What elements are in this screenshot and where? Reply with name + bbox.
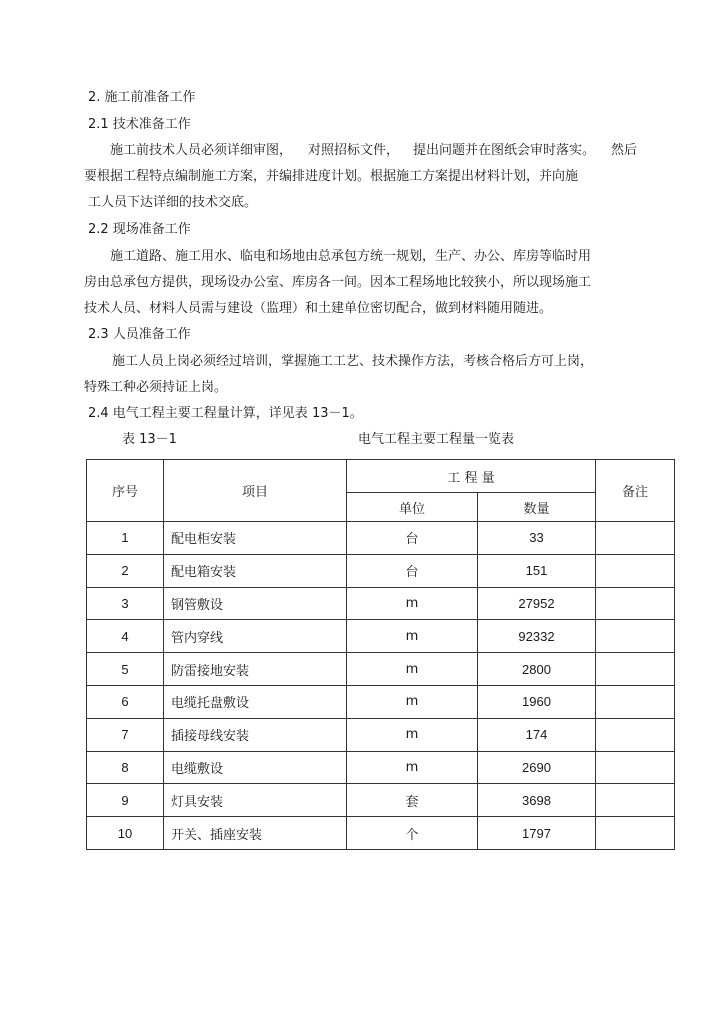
row-item: 防雷接地安装 <box>164 653 347 686</box>
subsection-2-1-heading: 2.1 技术准备工作 <box>88 117 191 132</box>
section-heading: 2. 施工前准备工作 <box>88 90 196 105</box>
table-row <box>87 620 675 653</box>
row-unit: 套 <box>347 784 478 817</box>
paragraph-2-1-segment-c: 提出问题并在图纸会审时落实。 <box>413 143 596 158</box>
row-remark <box>596 653 675 686</box>
row-remark <box>596 685 675 718</box>
quantity-table <box>86 459 675 850</box>
row-seq: 2 <box>87 554 164 587</box>
paragraph-2-1-line-1 <box>110 143 637 159</box>
row-item: 电缆敷设 <box>164 751 347 784</box>
row-unit: m <box>347 685 478 718</box>
paragraph-2-1-segment-d: 然后 <box>611 143 638 158</box>
row-seq: 4 <box>87 620 164 653</box>
row-amount: 33 <box>478 522 596 555</box>
row-item: 灯具安装 <box>164 784 347 817</box>
row-seq: 9 <box>87 784 164 817</box>
paragraph-2-3-line-1: 施工人员上岗必须经过培训，掌握施工工艺、技术操作方法，考核合格后方可上岗， <box>112 354 594 369</box>
paragraph-2-1-line-2: 要根据工程特点编制施工方案，并编排进度计划。根据施工方案提出材料计划，并向施 <box>84 169 579 184</box>
subsection-2-2-heading: 2.2 现场准备工作 <box>88 222 191 237</box>
paragraph-2-2-line-2: 房由总承包方提供，现场设办公室、库房各一间。因本工程场地比较狭小，所以现场施工 <box>84 275 592 290</box>
subsection-2-3-heading: 2.3 人员准备工作 <box>88 327 191 342</box>
row-remark <box>596 554 675 587</box>
row-amount: 1960 <box>478 685 596 718</box>
row-amount: 151 <box>478 554 596 587</box>
row-seq: 1 <box>87 522 164 555</box>
header-quantity-group: 工 程 量 <box>347 460 596 493</box>
row-item: 管内穿线 <box>164 620 347 653</box>
row-item: 电缆托盘敷设 <box>164 685 347 718</box>
row-item: 插接母线安装 <box>164 718 347 751</box>
paragraph-2-1-segment-a: 施工前技术人员必须详细审图， <box>110 143 293 158</box>
table-row <box>87 718 675 751</box>
row-unit: m <box>347 718 478 751</box>
row-unit: m <box>347 751 478 784</box>
row-seq: 5 <box>87 653 164 686</box>
row-remark <box>596 620 675 653</box>
row-remark <box>596 522 675 555</box>
subsection-2-4-heading: 2.4 电气工程主要工程量计算，详见表 13－1。 <box>88 406 363 421</box>
paragraph-2-2-line-1: 施工道路、施工用水、临电和场地由总承包方统一规划，生产、办公、库房等临时用 <box>110 249 592 264</box>
table-row <box>87 554 675 587</box>
paragraph-2-2-line-3: 技术人员、材料人员需与建设（监理）和土建单位密切配合，做到材料随用随进。 <box>84 301 553 316</box>
row-item: 配电柜安装 <box>164 522 347 555</box>
row-amount: 3698 <box>478 784 596 817</box>
paragraph-2-1-segment-b: 对照招标文件， <box>308 143 400 158</box>
row-amount: 27952 <box>478 587 596 620</box>
header-item: 项目 <box>164 460 347 522</box>
row-remark <box>596 718 675 751</box>
row-amount: 2690 <box>478 751 596 784</box>
row-unit: 台 <box>347 522 478 555</box>
row-remark <box>596 817 675 850</box>
table-caption: 电气工程主要工程量一览表 <box>358 432 515 447</box>
row-unit: 台 <box>347 554 478 587</box>
row-unit: 个 <box>347 817 478 850</box>
paragraph-2-3-line-2: 特殊工种必须持证上岗。 <box>84 380 228 395</box>
table-row <box>87 817 675 850</box>
table-row <box>87 653 675 686</box>
table-label: 表 13－1 <box>122 432 177 447</box>
row-unit: m <box>347 620 478 653</box>
paragraph-2-1-line-3: 工人员下达详细的技术交底。 <box>88 195 258 210</box>
table-row <box>87 522 675 555</box>
row-seq: 7 <box>87 718 164 751</box>
row-remark <box>596 784 675 817</box>
row-amount: 92332 <box>478 620 596 653</box>
row-seq: 10 <box>87 817 164 850</box>
row-item: 钢管敷设 <box>164 587 347 620</box>
row-amount: 1797 <box>478 817 596 850</box>
row-item: 开关、插座安装 <box>164 817 347 850</box>
row-item: 配电箱安装 <box>164 554 347 587</box>
row-unit: m <box>347 653 478 686</box>
row-amount: 2800 <box>478 653 596 686</box>
table-row <box>87 685 675 718</box>
header-seq: 序号 <box>87 460 164 522</box>
row-seq: 3 <box>87 587 164 620</box>
header-remark: 备注 <box>596 460 675 522</box>
row-amount: 174 <box>478 718 596 751</box>
table-row <box>87 587 675 620</box>
header-unit: 单位 <box>347 493 478 522</box>
row-seq: 8 <box>87 751 164 784</box>
header-amount: 数量 <box>478 493 596 522</box>
table-row <box>87 751 675 784</box>
row-remark <box>596 751 675 784</box>
row-seq: 6 <box>87 685 164 718</box>
table-row <box>87 784 675 817</box>
row-remark <box>596 587 675 620</box>
row-unit: m <box>347 587 478 620</box>
